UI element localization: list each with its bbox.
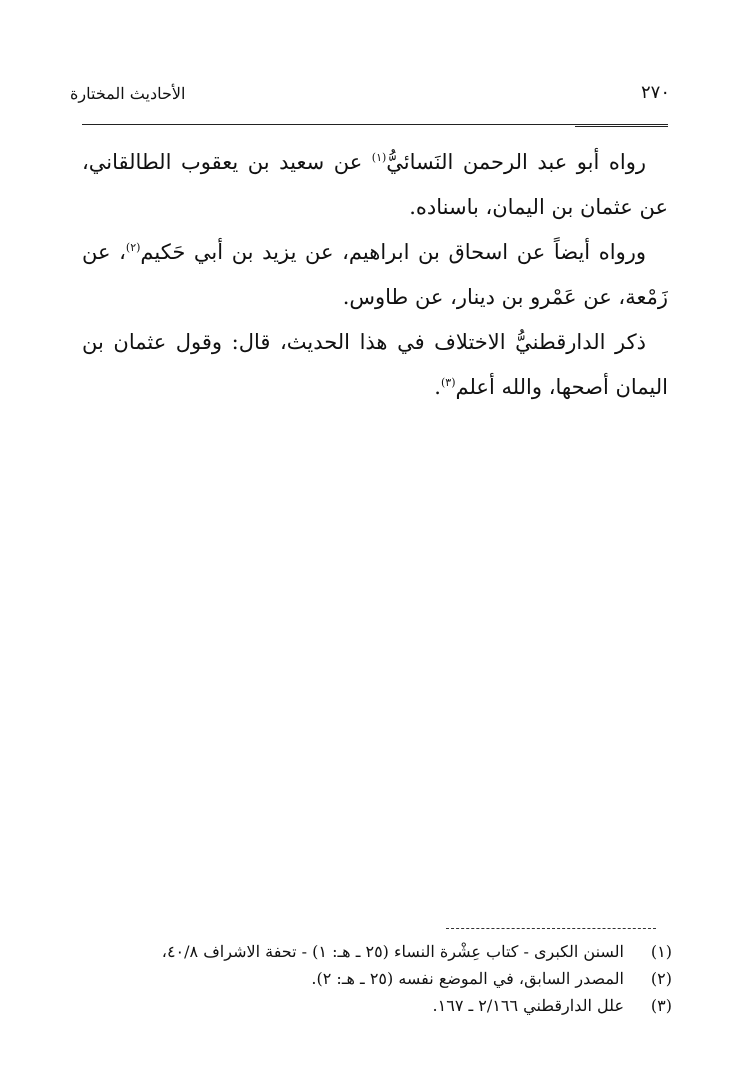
paragraph-text: . xyxy=(434,375,441,399)
header-rule-double xyxy=(575,126,668,127)
paragraph-text: رواه أبو عبد الرحمن النَسائيُّ xyxy=(386,150,646,174)
page-number: ٢٧٠ xyxy=(640,82,670,103)
footnote-separator xyxy=(446,928,656,929)
footnote-number: (١) xyxy=(650,942,672,961)
paragraph-text: ورواه أيضاً عن اسحاق بن ابراهيم، عن يزيد بن أبي حَكيم xyxy=(140,240,646,264)
paragraph-2 xyxy=(82,230,668,320)
main-text xyxy=(82,140,668,410)
footnote-marker: (٣) xyxy=(440,376,456,389)
footnote-marker: (١) xyxy=(371,151,387,164)
footnote-marker: (٢) xyxy=(125,241,141,254)
running-title: الأحاديث المختارة xyxy=(70,84,186,103)
paragraph-3 xyxy=(82,320,668,410)
footnote-text: المصدر السابق، في الموضع نفسه (٢٥ ـ هـ: ٢). xyxy=(311,969,624,988)
footnote-3 xyxy=(82,992,672,1019)
footnote-1 xyxy=(82,938,672,965)
footnote-text: السنن الكبرى - كتاب عِشْرة النساء (٢٥ ـ هـ: ١) - تحفة الاشراف ٤٠/٨، xyxy=(161,942,624,961)
footnote-number: (٢) xyxy=(650,969,672,988)
footnotes xyxy=(82,938,672,1019)
footnote-number: (٣) xyxy=(650,996,672,1015)
running-header xyxy=(70,82,670,108)
paragraph-text: عن سعيد بن يعقوب الطالقاني، عن عثمان بن اليمان، باسناده. xyxy=(82,150,668,219)
header-rule xyxy=(82,124,668,125)
paragraph-1 xyxy=(82,140,668,230)
paragraph-text: ذكر الدارقطنيُّ الاختلاف في هذا الحديث، قال: وقول عثمان بن اليمان أصحها، والله أعلم xyxy=(82,330,668,399)
footnote-2 xyxy=(82,965,672,992)
footnote-text: علل الدارقطني ٢/١٦٦ ـ ١٦٧. xyxy=(432,996,624,1015)
paragraph-text: ، عن زَمْعة، عن عَمْرو بن دينار، عن طاوس. xyxy=(82,240,668,309)
